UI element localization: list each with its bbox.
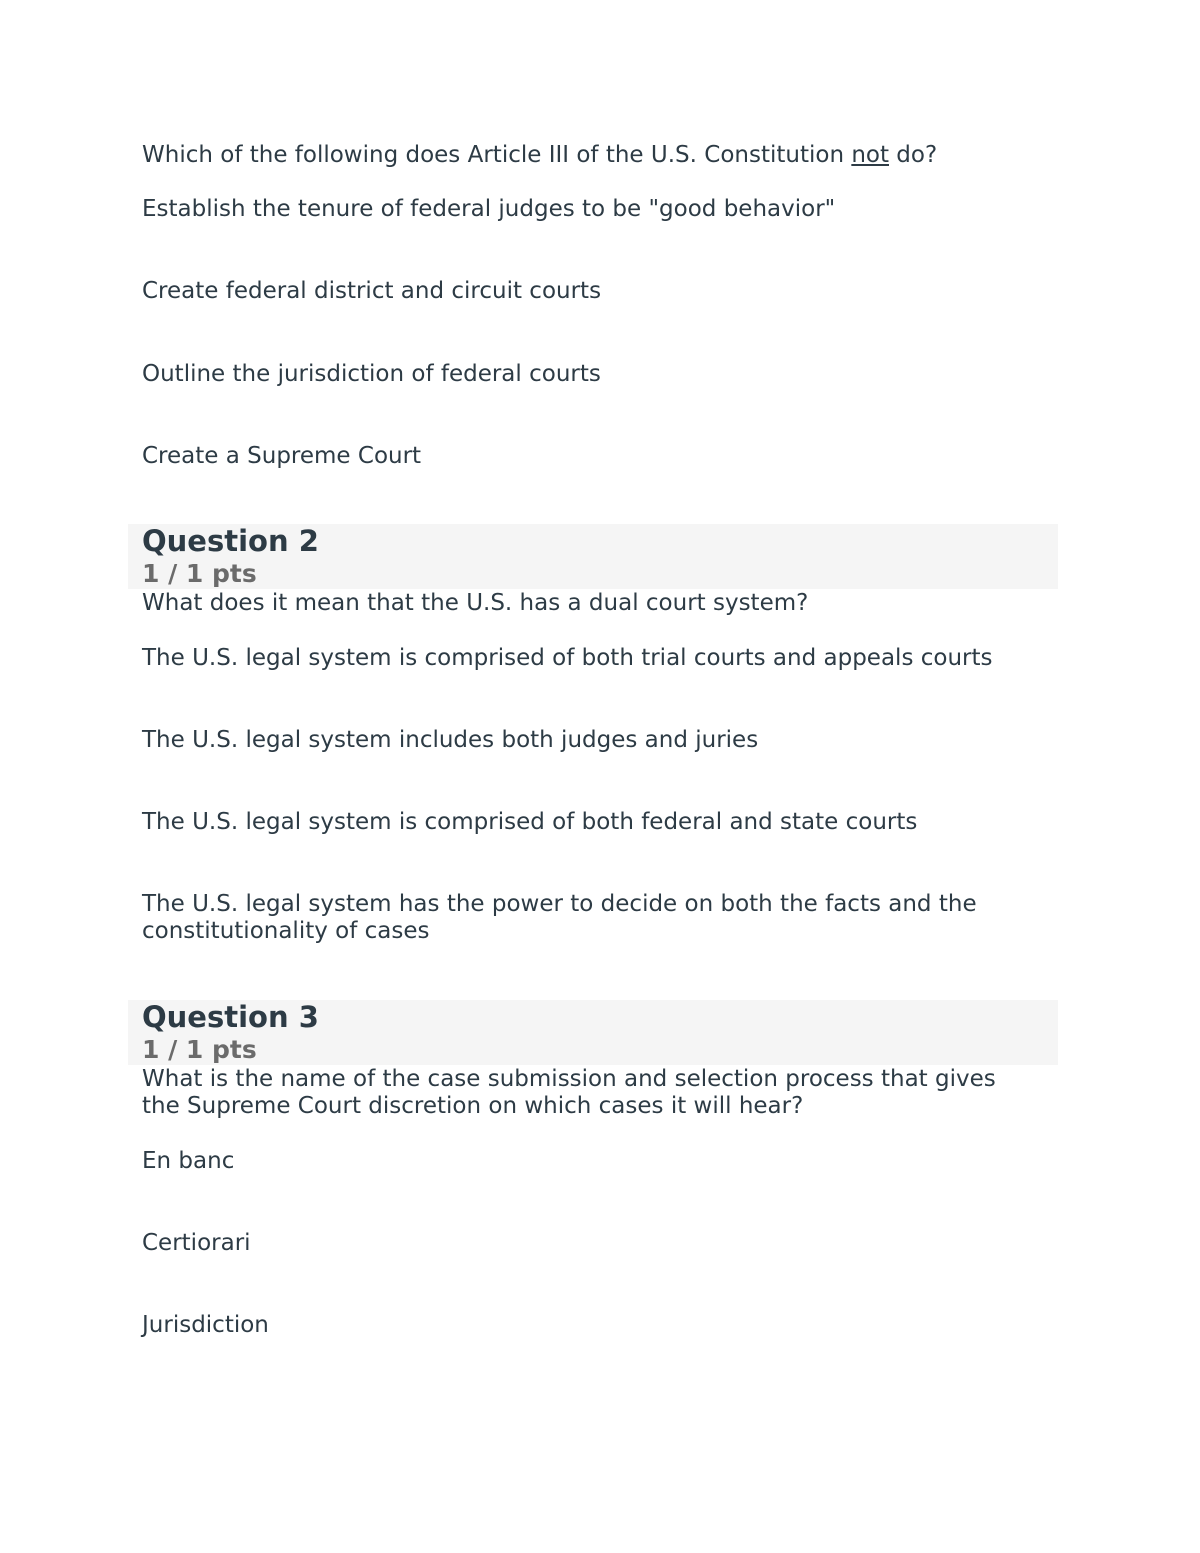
question-2-answer-4-line-1[interactable]: The U.S. legal system has the power to decide on both the facts and the: [142, 891, 977, 917]
question-3-answer-1[interactable]: En banc: [142, 1148, 235, 1174]
question-1-prompt-start: Which of the following does Article III of the U.S. Constitution: [142, 142, 852, 168]
question-3-points: 1 / 1 pts: [142, 1035, 257, 1064]
question-1-answer-4[interactable]: Create a Supreme Court: [142, 443, 422, 469]
question-2-answer-3[interactable]: The U.S. legal system is comprised of both federal and state courts: [142, 809, 918, 835]
question-1-prompt: [142, 142, 937, 169]
question-2-answer-2[interactable]: The U.S. legal system includes both judges and juries: [142, 727, 759, 753]
question-1-answer-3[interactable]: Outline the jurisdiction of federal courts: [142, 361, 601, 387]
question-2-answer-4-line-2[interactable]: constitutionality of cases: [142, 918, 430, 944]
question-1-prompt-emphasis: not: [851, 142, 889, 168]
question-3-prompt-line-1: What is the name of the case submission and selection process that gives: [142, 1066, 996, 1092]
question-3-answer-2[interactable]: Certiorari: [142, 1230, 251, 1256]
question-3-answer-3[interactable]: Jurisdiction: [142, 1312, 269, 1338]
question-3-title: Question 3: [142, 1000, 319, 1034]
question-2-answer-1[interactable]: The U.S. legal system is comprised of both trial courts and appeals courts: [142, 645, 993, 671]
question-1-answer-1[interactable]: Establish the tenure of federal judges to be "good behavior": [142, 196, 836, 222]
question-1-answer-2[interactable]: Create federal district and circuit courts: [142, 278, 602, 304]
question-2-points: 1 / 1 pts: [142, 559, 257, 588]
question-3-prompt-line-2: the Supreme Court discretion on which cases it will hear?: [142, 1093, 804, 1119]
question-1-prompt-end: do?: [889, 142, 938, 168]
question-2-prompt: What does it mean that the U.S. has a dual court system?: [142, 590, 809, 616]
question-2-title: Question 2: [142, 524, 319, 558]
